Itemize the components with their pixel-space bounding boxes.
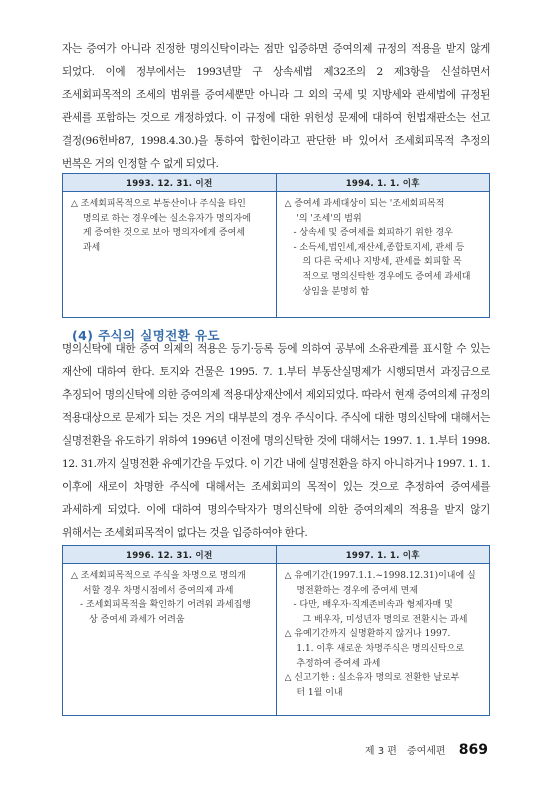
- table2-after-line: 그 배우자, 미성년자 명의로 전환시는 과세: [284, 614, 468, 625]
- table1-after-line: △ 증여세 과세대상이 되는 '조세회피목적: [284, 199, 445, 209]
- table2-after-line: 1.1. 이후 새로운 차명주식은 명의신탁으로: [284, 643, 465, 654]
- table1-after-line: 의 다른 국세나 지방세, 관세를 회피할 목: [284, 257, 462, 268]
- body-paragraph-2: 명의신탁에 대한 증여 의제의 적용은 등기·등록 등에 의하여 공부에 소유관계를 표시할 수 있는 재산에 대하여 한다. 토지와 건물은 1995. 7. 1.부터 부동산실명제가 시행되면서 과징금으로 추징되어 명의신탁에 의한 증여의제 적용대상재산에서 제외되었다. 따라서 현재 증여의제 규정의 적용대상으로 문제가 되는 것은 거의 대부분의 경우 주식이다. 주식에 대한 명의신탁에 대해서는 실명전환을 유도하기 위하여 1996년 이전에 명의신탁한 것에 대해서는 1997. 1. 1.부터 1998. 12. 31.까지 실명전환 유예기간을 두었다. 이 기간 내에 실명전환을 하지 아니하거나 1997. 1. 1. 이후에 새로이 차명한 주식에 대해서는 조세회피의 목적이 있는 것으로 추정하여 증여세를 과세하게 되었다. 이에 대하여 명의수탁자가 명의신탁에 의한 증여의제의 적용을 받지 않기 위해서는 조세회피목적이 없다는 것을 입증하여야 한다.: [62, 343, 490, 539]
- table1-header-before: 1993. 12. 31. 이전: [63, 174, 277, 192]
- table1-after-line: - 소득세,법인세,재산세,종합토지세, 관세 등: [284, 242, 465, 253]
- table2-after-line: 추정하여 증여세 과세: [284, 658, 381, 669]
- table1-before-line: △ 조세회피목적으로 부동산이나 주식을 타인: [71, 199, 246, 209]
- comparison-table-1993-1994: [62, 173, 490, 318]
- table2-before-line: 서할 경우 차명시점에서 증여의제 과세: [71, 585, 234, 596]
- section-heading: (4) 주식의 실명전환 유도: [72, 328, 220, 343]
- table2-before-line: 상 증여세 과세가 어려움: [71, 614, 185, 625]
- table1-before-line: 과세: [71, 242, 101, 253]
- table1-cell-before: [63, 192, 277, 318]
- table2-after-line: △ 신고기한 : 실소유자 명의로 전환한 날로부: [284, 673, 460, 684]
- comparison-table-1996-1997: [62, 545, 490, 716]
- table2-before-line: △ 조세회피목적으로 주식을 차명으로 명의개: [71, 571, 246, 581]
- page-number: 869: [458, 742, 488, 758]
- table1-before-line: 명의로 하는 경우에는 실소유자가 명의자에: [71, 213, 251, 224]
- table1-after-line: 적으로 명의신탁한 경우에도 증여세 과세대: [284, 271, 471, 282]
- table1-after-line: '의 '조세'의 범위: [284, 213, 362, 224]
- body-paragraph-1: 자는 증여가 아니라 진정한 명의신탁이라는 점만 입증하면 증여의제 규정의 적용을 받지 않게 되었다. 이에 정부에서는 1993년말 구 상속세법 제32조의 2 제3항을 신설하면서 조세회피목적의 조세의 범위를 증여세뿐만 아니라 그 외의 국세 및 지방세와 관세법에 규정된 관세를 포함하는 것으로 개정하였다. 이 규정에 대한 위헌성 문제에 대하여 헌법재판소는 선고 결정(96헌바87, 1998.4.30.)을 통하여 합헌이라고 판단한 바 있어서 조세회피목적 추정의 번복은 거의 인정할 수 없게 되었다.: [62, 43, 490, 170]
- table2-cell-after: [276, 564, 490, 716]
- table2-after-line: △ 유예기간(1997.1.1.~1998.12.31)이내에 실: [284, 571, 476, 581]
- footer-chapter-label: 제 3 편 증여세편: [364, 746, 446, 757]
- table2-header-before: 1996. 12. 31. 이전: [63, 546, 277, 564]
- table1-after-line: 상임을 분명히 함: [284, 286, 370, 297]
- table1-cell-after: [276, 192, 490, 318]
- table2-cell-before: [63, 564, 277, 716]
- page-footer: [365, 742, 488, 758]
- table2-header-after: 1997. 1. 1. 이후: [276, 546, 490, 564]
- table1-after-line: - 상속세 및 증여세를 회피하기 위한 경우: [284, 228, 453, 239]
- table2-before-line: - 조세회피목적을 확인하기 어려워 과세집행: [71, 600, 251, 611]
- table2-after-line: 터 1월 이내: [284, 687, 343, 698]
- table1-before-line: 게 증여한 것으로 보아 명의자에게 증여세: [71, 228, 245, 239]
- table2-after-line: - 다만, 배우자·직계존비속과 형제자매 및: [284, 600, 453, 611]
- table2-after-line: 명전환하는 경우에 증여세 면제: [284, 585, 418, 596]
- table1-header-after: 1994. 1. 1. 이후: [276, 174, 490, 192]
- table2-after-line: △ 유예기간까지 실명환하지 않거나 1997.: [284, 629, 451, 640]
